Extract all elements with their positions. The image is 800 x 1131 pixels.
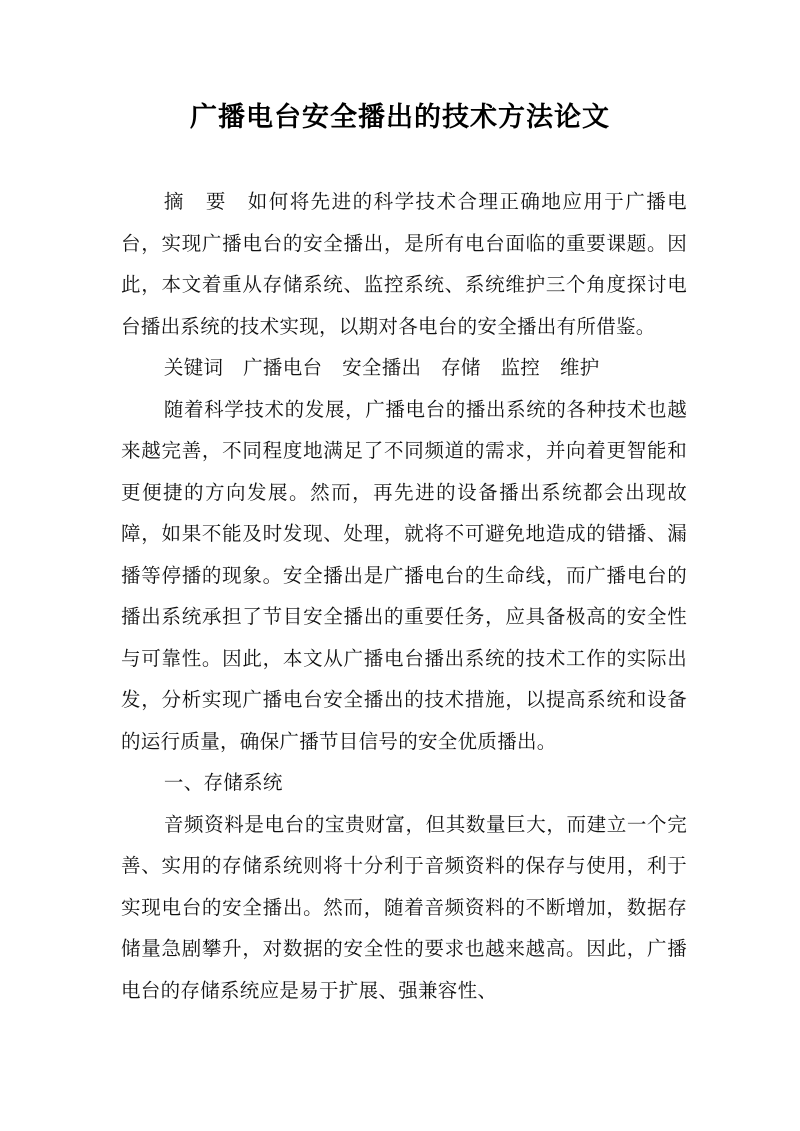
intro-paragraph: 随着科学技术的发展，广播电台的播出系统的各种技术也越来越完善，不同程度地满足了不同频道的需求，并向着更智能和更便捷的方向发展。然而，再先进的设备播出系统都会出现故障，如果不能及时发现、处理，就将不可避免地造成的错播、漏播等停播的现象。安全播出是广播电台的生命线，而广播电台的播出系统承担了节目安全播出的重要任务，应具备极高的安全性与可靠性。因此，本文从广播电台播出系统的技术工作的实际出发，分析实现广播电台安全播出的技术措施，以提高系统和设备的运行质量，确保广播节目信号的安全优质播出。	[121, 397, 687, 753]
keywords-paragraph: 关键词 广播电台 安全播出 存储 监控 维护	[163, 356, 600, 379]
abstract-paragraph: 摘 要 如何将先进的科学技术合理正确地应用于广播电台，实现广播电台的安全播出，是所有电台面临的重要课题。因此，本文着重从存储系统、监控系统、系统维护三个角度探讨电台播出系统的技术实现，以期对各电台的安全播出有所借鉴。	[121, 190, 687, 338]
section-heading-storage: 一、存储系统	[163, 771, 283, 794]
document-body	[121, 181, 687, 1011]
document-title: 广播电台安全播出的技术方法论文	[190, 102, 610, 133]
storage-paragraph: 音频资料是电台的宝贵财富，但其数量巨大，而建立一个完善、实用的存储系统则将十分利于音频资料的保存与使用，利于实现电台的安全播出。然而，随着音频资料的不断增加，数据存储量急剧攀升，对数据的安全性的要求也越来越高。因此，广播电台的存储系统应是易于扩展、强兼容性、	[121, 812, 687, 1002]
